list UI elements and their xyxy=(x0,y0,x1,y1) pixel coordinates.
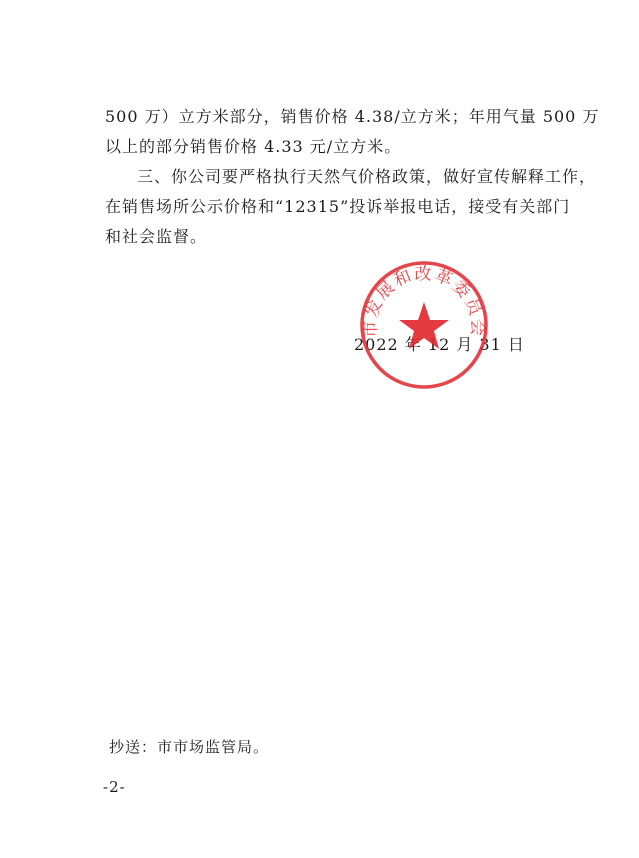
paragraph-price-tiers xyxy=(105,102,600,162)
text-line: 在销售场所公示价格和“12315”投诉举报电话，接受有关部门 xyxy=(105,197,571,216)
text-line: 500 万）立方米部分，销售价格 4.38/立方米；年用气量 500 万 xyxy=(105,107,600,126)
issue-date: 2022 年 12 月 31 日 xyxy=(354,335,525,354)
svg-text:市发展和改革委员会: 市发展和改革委员会 xyxy=(360,264,488,338)
text-line: 三、你公司要严格执行天然气价格政策，做好宣传解释工作， xyxy=(137,167,597,186)
text-line: 以上的部分销售价格 4.33 元/立方米。 xyxy=(105,137,402,156)
text-line: 和社会监督。 xyxy=(105,227,208,246)
official-seal-icon xyxy=(357,258,491,392)
paragraph-item-three xyxy=(105,162,597,252)
page-number: -2- xyxy=(103,778,126,796)
cc-line: 抄送：市市场监管局。 xyxy=(109,738,270,756)
